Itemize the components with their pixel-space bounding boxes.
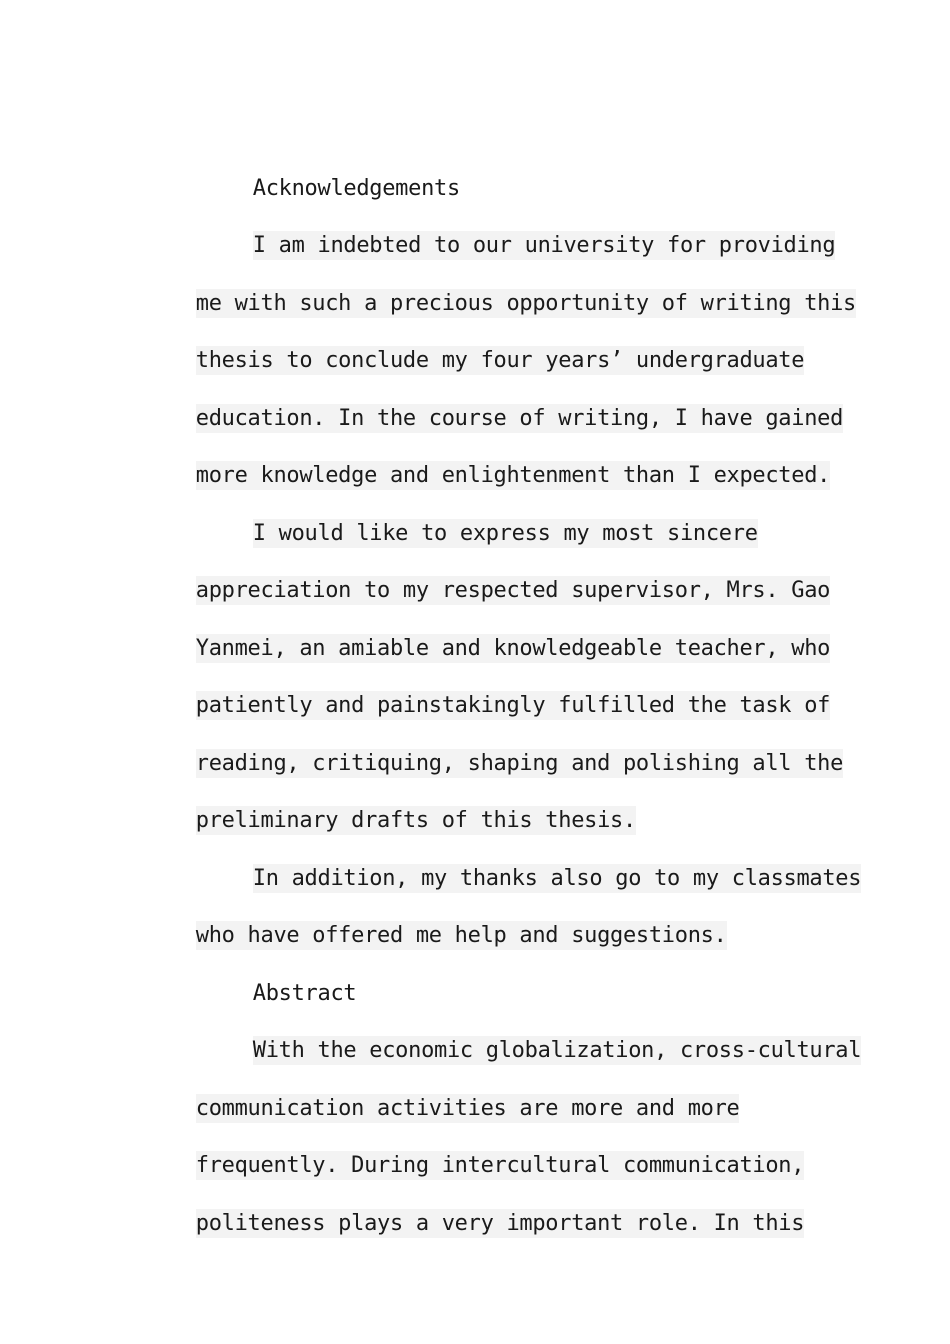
text-line: In addition, my thanks also go to my classmates	[252, 866, 862, 891]
text-line: Yanmei, an amiable and knowledgeable teacher, who	[195, 636, 831, 661]
text-line: thesis to conclude my four years’ undergraduate	[195, 348, 805, 373]
heading-abstract: Abstract	[252, 981, 357, 1006]
text-line: education. In the course of writing, I have gained	[195, 406, 844, 431]
heading-acknowledgements: Acknowledgements	[252, 176, 460, 201]
text-line: patiently and painstakingly fulfilled the task of	[195, 693, 831, 718]
text-line: With the economic globalization, cross-cultural	[252, 1038, 862, 1063]
text-line: reading, critiquing, shaping and polishing all the	[195, 751, 844, 776]
text-line: frequently. During intercultural communication,	[195, 1153, 805, 1178]
text-line: preliminary drafts of this thesis.	[195, 808, 636, 833]
text-line: me with such a precious opportunity of writing this	[195, 291, 856, 316]
text-line: more knowledge and enlightenment than I expected.	[195, 463, 831, 488]
text-line: I am indebted to our university for providing	[252, 233, 836, 258]
text-line: appreciation to my respected supervisor, Mrs. Gao	[195, 578, 831, 603]
text-line: politeness plays a very important role. In this	[195, 1211, 805, 1236]
text-line: I would like to express my most sincere	[252, 521, 758, 546]
text-line: communication activities are more and more	[195, 1096, 740, 1121]
text-line: who have offered me help and suggestions.	[195, 923, 727, 948]
